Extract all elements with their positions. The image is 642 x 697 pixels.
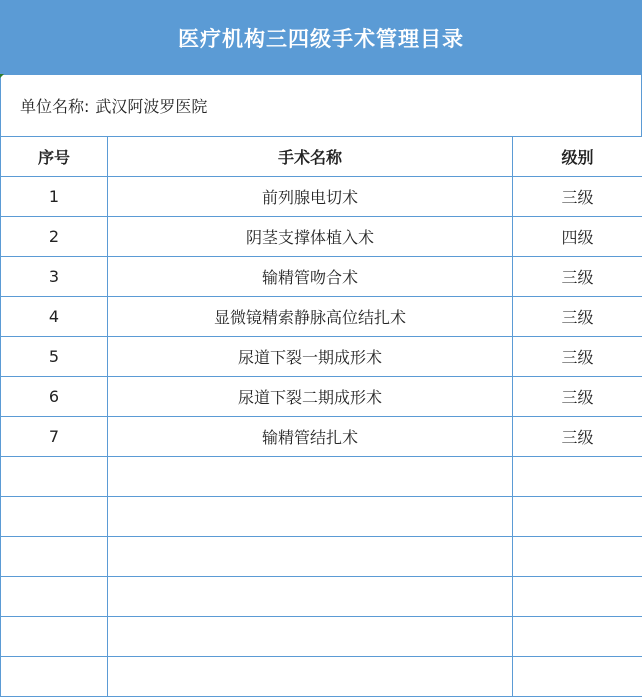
cell-index	[1, 457, 108, 497]
cell-index	[1, 497, 108, 537]
cell-surgery-name: 输精管结扎术	[108, 417, 513, 457]
cell-level	[513, 537, 642, 577]
cell-surgery-name	[108, 457, 513, 497]
table-row	[1, 377, 642, 417]
cell-index: 2	[1, 217, 108, 257]
table-row	[1, 217, 642, 257]
page-title: 医疗机构三四级手术管理目录	[178, 23, 464, 53]
cell-surgery-name	[108, 617, 513, 657]
surgery-table	[0, 136, 642, 697]
table-header-row	[1, 137, 642, 177]
cell-index	[1, 537, 108, 577]
cell-level: 三级	[513, 337, 642, 377]
cell-index: 3	[1, 257, 108, 297]
cell-index: 1	[1, 177, 108, 217]
cell-level: 三级	[513, 377, 642, 417]
cell-surgery-name: 输精管吻合术	[108, 257, 513, 297]
cell-index: 7	[1, 417, 108, 457]
table-row-empty	[1, 537, 642, 577]
page-header	[0, 0, 642, 75]
unit-name: 武汉阿波罗医院	[95, 94, 207, 117]
cell-level	[513, 657, 642, 697]
cell-index	[1, 617, 108, 657]
cell-level: 四级	[513, 217, 642, 257]
cell-surgery-name	[108, 657, 513, 697]
table-row	[1, 337, 642, 377]
cell-index: 5	[1, 337, 108, 377]
cell-surgery-name: 尿道下裂二期成形术	[108, 377, 513, 417]
cell-surgery-name	[108, 537, 513, 577]
cell-corner-marker	[0, 74, 4, 78]
cell-level: 三级	[513, 177, 642, 217]
cell-surgery-name: 阴茎支撑体植入术	[108, 217, 513, 257]
cell-index: 4	[1, 297, 108, 337]
cell-level	[513, 617, 642, 657]
cell-level: 三级	[513, 297, 642, 337]
cell-surgery-name	[108, 577, 513, 617]
cell-index	[1, 577, 108, 617]
cell-index	[1, 657, 108, 697]
table-row	[1, 177, 642, 217]
cell-level: 三级	[513, 417, 642, 457]
cell-level: 三级	[513, 257, 642, 297]
cell-level	[513, 497, 642, 537]
header-surgery-name: 手术名称	[108, 137, 513, 177]
table-row	[1, 257, 642, 297]
table-row	[1, 417, 642, 457]
table-row-empty	[1, 657, 642, 697]
cell-level	[513, 457, 642, 497]
cell-surgery-name: 前列腺电切术	[108, 177, 513, 217]
cell-level	[513, 577, 642, 617]
unit-label: 单位名称:	[20, 94, 89, 117]
table-row	[1, 297, 642, 337]
header-index: 序号	[1, 137, 108, 177]
table-row-empty	[1, 577, 642, 617]
header-level: 级别	[513, 137, 642, 177]
cell-surgery-name: 显微镜精索静脉高位结扎术	[108, 297, 513, 337]
table-row-empty	[1, 497, 642, 537]
table-row-empty	[1, 617, 642, 657]
table-row-empty	[1, 457, 642, 497]
unit-row	[0, 75, 642, 136]
cell-surgery-name	[108, 497, 513, 537]
cell-index: 6	[1, 377, 108, 417]
cell-surgery-name: 尿道下裂一期成形术	[108, 337, 513, 377]
